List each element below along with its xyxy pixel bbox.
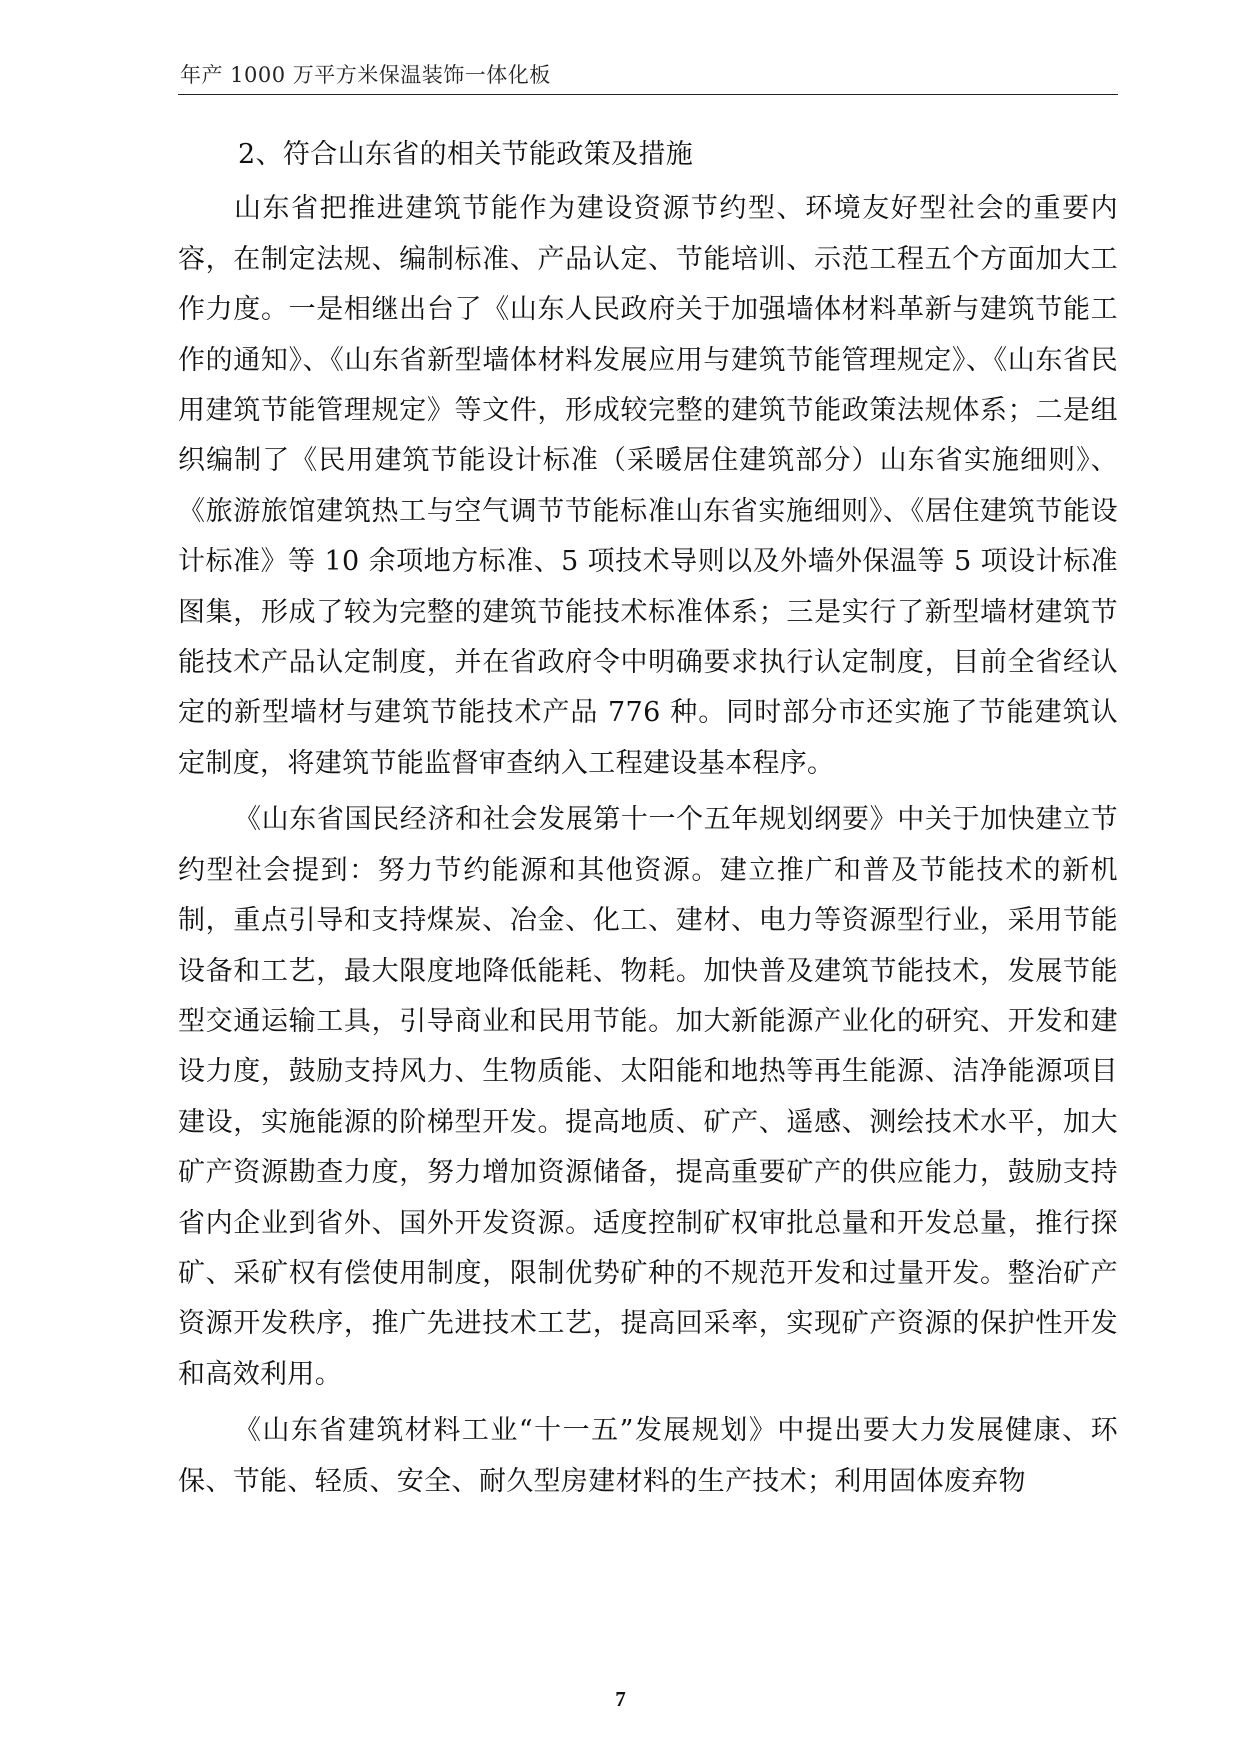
paragraph: 《山东省建筑材料工业“十一五”发展规划》中提出要大力发展健康、环保、节能、轻质、安全、耐久型房建材料的生产技术；利用固体废弃物 — [178, 1415, 1118, 1497]
paragraph: 山东省把推进建筑节能作为建设资源节约型、环境友好型社会的重要内容，在制定法规、编制标准、产品认定、节能培训、示范工程五个方面加大工作力度。一是相继出台了《山东人民政府关于加强墙体材料革新与建筑节能工作的通知》、《山东省新型墙体材料发展应用与建筑节能管理规定》、《山东省民用建筑节能管理规定》等文件，形成较完整的建筑节能政策法规体系；二是组织编制了《民用建筑节能设计标准（采暖居住建筑部分）山东省实施细则》、《旅游旅馆建筑热工与空气调节节能标准山东省实施细则》、《居住建筑节能设计标准》等 10 余项地方标准、5 项技术导则以及外墙外保温等 5 项设计标准图集，形成了较为完整的建筑节能技术标准体系；三是实行了新型墙材建筑节能技术产品认定制度，并在省政府令中明确要求执行认定制度，目前全省经认定的新型墙材与建筑节能技术产品 776 种。同时部分市还实施了节能建筑认定制度，将建筑节能监督审查纳入工程建设基本程序。 — [178, 193, 1118, 779]
page-header — [178, 54, 1118, 95]
page-number: 7 — [615, 1687, 626, 1711]
document-title: 年产 1000 万平方米保温装饰一体化板 — [180, 63, 551, 87]
paragraph: 《山东省国民经济和社会发展第十一个五年规划纲要》中关于加快建立节约型社会提到：努力节约能源和其他资源。建立推广和普及节能技术的新机制，重点引导和支持煤炭、冶金、化工、建材、电力等资源型行业，采用节能设备和工艺，最大限度地降低能耗、物耗。加快普及建筑节能技术，发展节能型交通运输工具，引导商业和民用节能。加大新能源产业化的研究、开发和建设力度，鼓励支持风力、生物质能、太阳能和地热等再生能源、洁净能源项目建设，实施能源的阶梯型开发。提高地质、矿产、遥感、测绘技术水平，加大矿产资源勘查力度，努力增加资源储备，提高重要矿产的供应能力，鼓励支持省内企业到省外、国外开发资源。适度控制矿权审批总量和开发总量，推行探矿、采矿权有偿使用制度，限制优势矿种的不规范开发和过量开发。整治矿产资源开发秩序，推广先进技术工艺，提高回采率，实现矿产资源的保护性开发和高效利用。 — [178, 804, 1118, 1390]
document-body — [178, 130, 1118, 1513]
section-heading: 2、符合山东省的相关节能政策及措施 — [238, 139, 694, 170]
